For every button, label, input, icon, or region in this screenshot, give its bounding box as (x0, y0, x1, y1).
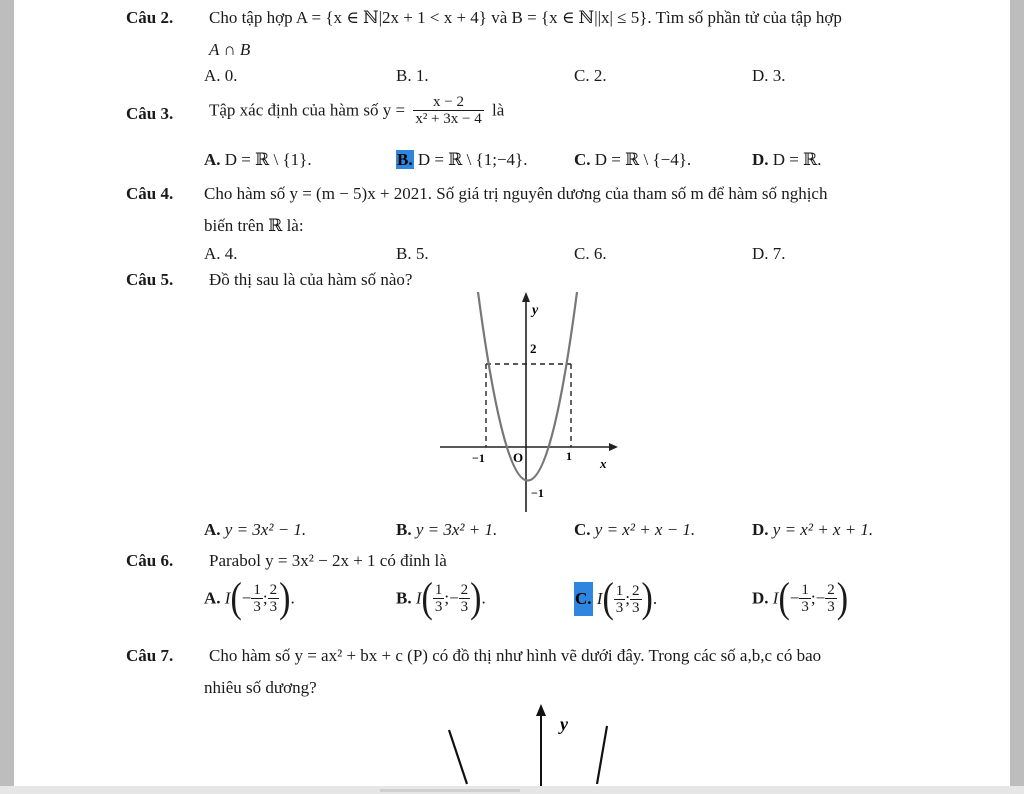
q6-b-n2: 2 (460, 582, 469, 598)
q4-option-d[interactable]: D. 7. (752, 244, 786, 263)
q6-d-sign1: − (789, 588, 800, 608)
q5-option-d-text: y = x² + x + 1. (772, 520, 874, 539)
q3-option-d-text: D = ℝ. (772, 150, 822, 169)
question-7-text-line2: nhiêu số dương? (204, 678, 317, 697)
q3-option-b-text: D = ℝ \ {1;−4}. (417, 150, 528, 169)
q2-option-b[interactable]: B. 1. (396, 66, 429, 85)
q5-option-d[interactable] (752, 520, 873, 540)
q6-d-n2: 2 (827, 582, 835, 598)
question-3-text (209, 94, 504, 127)
question-5-number: Câu 5. (126, 270, 174, 289)
q3-option-d[interactable] (752, 150, 822, 170)
q6-letter-d: D. (752, 588, 769, 608)
q5-y-axis-arrow (522, 292, 530, 302)
question-7-number: Câu 7. (126, 646, 174, 665)
q4-option-a[interactable]: A. 4. (204, 244, 238, 263)
q5-label-origin: O (513, 450, 524, 465)
q3-letter-d: D. (752, 150, 769, 169)
q2-option-a[interactable]: A. 0. (204, 66, 238, 85)
q5-option-b[interactable] (396, 520, 497, 540)
q5-label-x: x (600, 456, 607, 471)
q4-option-b[interactable]: B. 5. (396, 244, 429, 263)
right-margin (1010, 0, 1024, 794)
q6-b-sign2: − (449, 588, 459, 608)
q2-option-c[interactable]: C. 2. (574, 66, 607, 85)
q3-text: Tập xác định của hàm số y = (209, 100, 406, 120)
q6-c-n1: 1 (615, 582, 624, 599)
q5-label-minus1-y: −1 (531, 486, 544, 500)
q6-letter-b: B. (396, 588, 412, 608)
q6-a-sign1: − (241, 588, 252, 608)
q5-option-a[interactable] (204, 520, 306, 540)
q5-option-b-text: y = 3x² + 1. (415, 520, 498, 539)
document-page (14, 0, 1010, 786)
q3-option-c[interactable] (574, 150, 691, 170)
q6-d-d1: 3 (801, 599, 809, 615)
q3-frac-num: x − 2 (413, 94, 483, 111)
q3-letter-b-highlighted: B. (397, 150, 413, 169)
q6-option-a[interactable]: A. I(− $\frac{1}{3}$ ; $\frac{2}{3}$ ). (204, 574, 295, 621)
q6-c-d1: 3 (615, 599, 624, 616)
q5-x-axis-arrow (609, 443, 618, 451)
q6-b-d1: 3 (434, 599, 443, 615)
q5-option-c[interactable] (574, 520, 695, 540)
q6-d-n1: 1 (801, 582, 809, 598)
q3-suffix: là (491, 100, 505, 120)
q4-option-c[interactable]: C. 6. (574, 244, 607, 263)
q3-frac-den: x² + 3x − 4 (415, 111, 482, 127)
question-2-text-line2: A ∩ B (209, 40, 251, 59)
q6-b-d2: 3 (460, 599, 469, 615)
q5-label-1-x: 1 (566, 449, 572, 463)
scrollbar-thumb[interactable] (380, 789, 520, 792)
q3-option-a-text: D = ℝ \ {1}. (224, 150, 312, 169)
q6-option-c[interactable]: C. I( $\frac{1}{3}$ ; $\frac{2}{3}$ ). (575, 575, 658, 622)
q6-c-d2: 3 (632, 599, 640, 616)
q3-option-a[interactable] (204, 150, 312, 170)
q3-option-c-text: D = ℝ \ {−4}. (594, 150, 692, 169)
question-6-number: Câu 6. (126, 551, 174, 570)
question-4-number: Câu 4. (126, 184, 174, 203)
q7-parabola-right-branch (597, 726, 607, 784)
question-2-number: Câu 2. (126, 8, 174, 27)
question-5-text: Đồ thị sau là của hàm số nào? (209, 270, 413, 289)
q5-letter-c: C. (574, 520, 591, 539)
q6-a-d2: 3 (269, 599, 278, 615)
q5-letter-b: B. (396, 520, 412, 539)
q7-parabola-left-branch (449, 730, 467, 784)
q6-d-sign2: − (815, 588, 826, 608)
q3-option-b[interactable] (396, 150, 527, 170)
q3-letter-a: A. (204, 150, 221, 169)
q6-a-n2: 2 (269, 582, 278, 598)
question-7-text: Cho hàm số y = ax² + bx + c (P) có đồ thị như hình vẽ dưới đây. Trong các số a,b,c có bao (209, 646, 822, 665)
question-2-text: Cho tập hợp A = {x ∈ ℕ|2x + 1 < x + 4} và B = {x ∈ ℕ||x| ≤ 5}. Tìm số phần tử của tập hợp (209, 8, 842, 27)
q7-y-axis-arrow (536, 704, 546, 716)
left-margin (0, 0, 14, 794)
q3-letter-c: C. (574, 150, 591, 169)
q6-letter-c-highlighted: C. (574, 582, 593, 616)
question-3-number: Câu 3. (126, 104, 174, 123)
q5-letter-d: D. (752, 520, 769, 539)
question-6-text: Parabol y = 3x² − 2x + 1 có đỉnh là (209, 551, 447, 570)
q7-label-y: y (560, 714, 568, 734)
q3-fraction (413, 94, 483, 127)
q6-option-d[interactable]: D. I(− $\frac{1}{3}$ ;− $\frac{2}{3}$ ) (752, 574, 849, 621)
q6-c-n2: 2 (632, 582, 640, 599)
q5-option-a-text: y = 3x² − 1. (224, 520, 307, 539)
bottom-scrollbar[interactable] (0, 786, 1024, 794)
q5-label-y: y (532, 303, 539, 318)
question-4-text: Cho hàm số y = (m − 5)x + 2021. Số giá trị nguyên dương của tham số m để hàm số nghịch (204, 184, 828, 203)
q6-d-d2: 3 (827, 599, 835, 615)
q5-letter-a: A. (204, 520, 221, 539)
q5-label-2: 2 (530, 341, 537, 356)
question-4-text-line2: biến trên ℝ là: (204, 216, 304, 235)
q6-a-d1: 3 (253, 599, 261, 615)
q2-option-d[interactable]: D. 3. (752, 66, 786, 85)
q5-label-minus1-x: −1 (472, 451, 485, 465)
q5-parabola-graph (420, 284, 635, 514)
q6-letter-a: A. (204, 588, 221, 608)
q6-b-n1: 1 (434, 582, 443, 598)
q6-option-b[interactable]: B. I( $\frac{1}{3}$ ;− $\frac{2}{3}$ ). (396, 574, 486, 621)
q5-parabola-curve (478, 292, 577, 481)
q5-option-c-text: y = x² + x − 1. (594, 520, 696, 539)
q6-a-n1: 1 (253, 582, 261, 598)
q7-parabola-graph (429, 700, 629, 790)
